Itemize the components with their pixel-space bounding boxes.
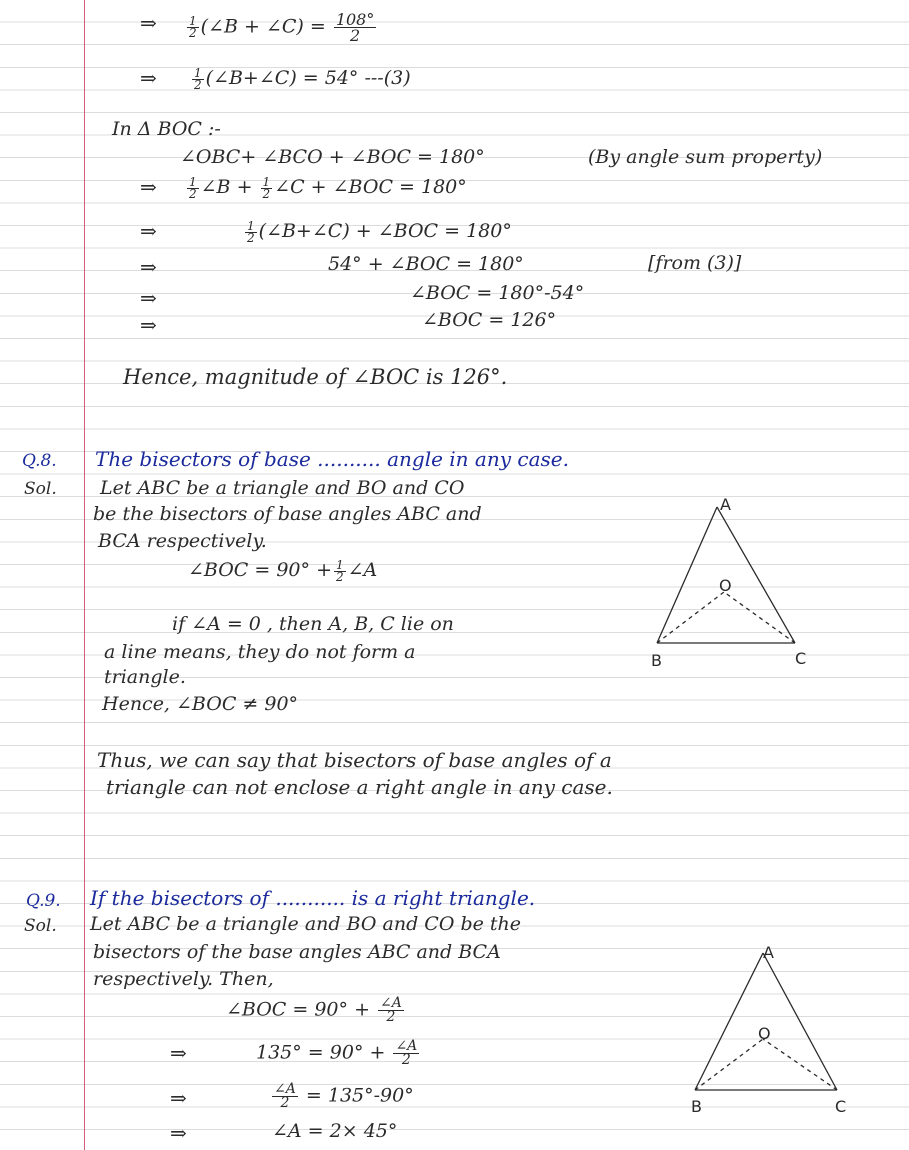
fraction-half: $\frac{1}{2}$ [335,557,344,584]
fraction-half: $\frac{1}{2}$ [194,65,202,92]
vertex-b-label: B [651,651,662,670]
q8-conclusion-1: Thus, we can say that bisectors of base angles of a [97,748,612,772]
line-1: $\frac{1}{2}$ (∠B + ∠C) = $\frac{108^\circ}{2}$ [189,10,375,45]
line-2: $\frac{1}{2}$ (∠B+∠C) = 54° ---(3) [194,65,411,92]
q8-sol-line-7: triangle. [104,666,186,688]
vertex-b-label: B [691,1097,702,1116]
implies-arrow: ⇒ [140,255,157,279]
implies-arrow: ⇒ [140,286,157,310]
q9-eq-3: $\frac{\angle A}{2}$ = 135°-90° [274,1081,414,1111]
side-ab [695,953,763,1090]
vertex-c-label: C [835,1097,847,1116]
q8-question: The bisectors of base .......... angle in any case. [95,447,569,471]
line-9: ∠BOC = 126° [422,309,557,331]
q9-question: If the bisectors of ........... is a right triangle. [90,886,536,910]
q9-sol-line-2: bisectors of the base angles ABC and BCA [93,941,501,963]
fraction-half: $\frac{1}{2}$ [262,174,271,201]
implies-arrow: ⇒ [140,219,157,243]
vertex-a-label: A [763,943,774,962]
fraction-108-over-2: $\frac{108^\circ}{2}$ [335,10,375,45]
line-5: $\frac{1}{2}$ ∠B + $\frac{1}{2}$ ∠C + ∠BOC = 180° [189,174,467,201]
notebook-margin-line [84,0,85,1150]
q8-triangle-figure [640,490,830,675]
q8-sol-line-8: Hence, ∠BOC ≠ 90° [102,693,299,715]
q9-triangle-figure [680,935,870,1120]
q8-conclusion-2: triangle can not enclose a right angle in any case. [106,775,613,799]
q8-sol-line-1: Let ABC be a triangle and BO and CO [100,477,465,499]
bisector-bo [657,592,724,643]
line-3: In Δ BOC :- [112,118,221,140]
from-3-note: [from (3)] [648,252,742,274]
vertex-o-label: O [758,1024,771,1043]
line-6: $\frac{1}{2}$ (∠B+∠C) + ∠BOC = 180° [247,218,512,245]
line-4: ∠OBC+ ∠BCO + ∠BOC = 180° [180,146,485,168]
line-8: ∠BOC = 180°-54° [410,282,585,304]
vertex-o-label: O [719,576,732,595]
q9-sol-line-3: respectively. Then, [93,968,274,990]
implies-arrow: ⇒ [140,175,157,199]
fraction-half: $\frac{1}{2}$ [189,14,197,40]
implies-arrow: ⇒ [140,11,157,35]
implies-arrow: ⇒ [170,1041,187,1065]
q9-sol-line-1: Let ABC be a triangle and BO and CO be the [90,913,522,935]
q9-eq-1: ∠BOC = 90° + $\frac{\angle A}{2}$ [226,995,402,1025]
fraction-angle-a-over-2: $\frac{\angle A}{2}$ [380,995,402,1025]
q8-sol-line-5: if ∠A = 0 , then A, B, C lie on [172,613,454,635]
q8-sol-line-3: BCA respectively. [98,530,267,552]
line-7: 54° + ∠BOC = 180° [328,253,524,275]
implies-arrow: ⇒ [170,1121,187,1145]
side-ac [763,953,837,1090]
vertex-c-label: C [795,649,807,668]
q8-label: Q.8. [22,451,57,471]
bisector-bo [695,1039,763,1090]
q8-sol-label: Sol. [24,479,57,499]
side-ac [717,507,795,643]
fraction-half: $\frac{1}{2}$ [247,218,255,245]
vertex-a-label: A [720,495,731,514]
fraction-angle-a-over-2: $\frac{\angle A}{2}$ [395,1038,418,1068]
angle-sum-note: (By angle sum property) [588,146,823,168]
q8-sol-line-2: be the bisectors of base angles ABC and [93,503,482,525]
fraction-angle-a-over-2: $\frac{\angle A}{2}$ [274,1081,296,1111]
q8-sol-line-6: a line means, they do not form a [104,641,416,663]
line-10-conclusion: Hence, magnitude of ∠BOC is 126°. [123,365,508,389]
implies-arrow: ⇒ [170,1086,187,1110]
implies-arrow: ⇒ [140,313,157,337]
side-ab [657,507,717,643]
q9-label: Q.9. [26,891,61,911]
fraction-half: $\frac{1}{2}$ [189,174,197,201]
q9-sol-label: Sol. [24,916,57,936]
q8-sol-line-4: ∠BOC = 90° + $\frac{1}{2}$ ∠A [188,557,378,584]
q9-eq-2: 135° = 90° + $\frac{\angle A}{2}$ [256,1038,418,1068]
bisector-co [724,592,795,643]
q9-eq-4: ∠A = 2× 45° [272,1120,398,1142]
implies-arrow: ⇒ [140,66,157,90]
bisector-co [763,1039,837,1090]
